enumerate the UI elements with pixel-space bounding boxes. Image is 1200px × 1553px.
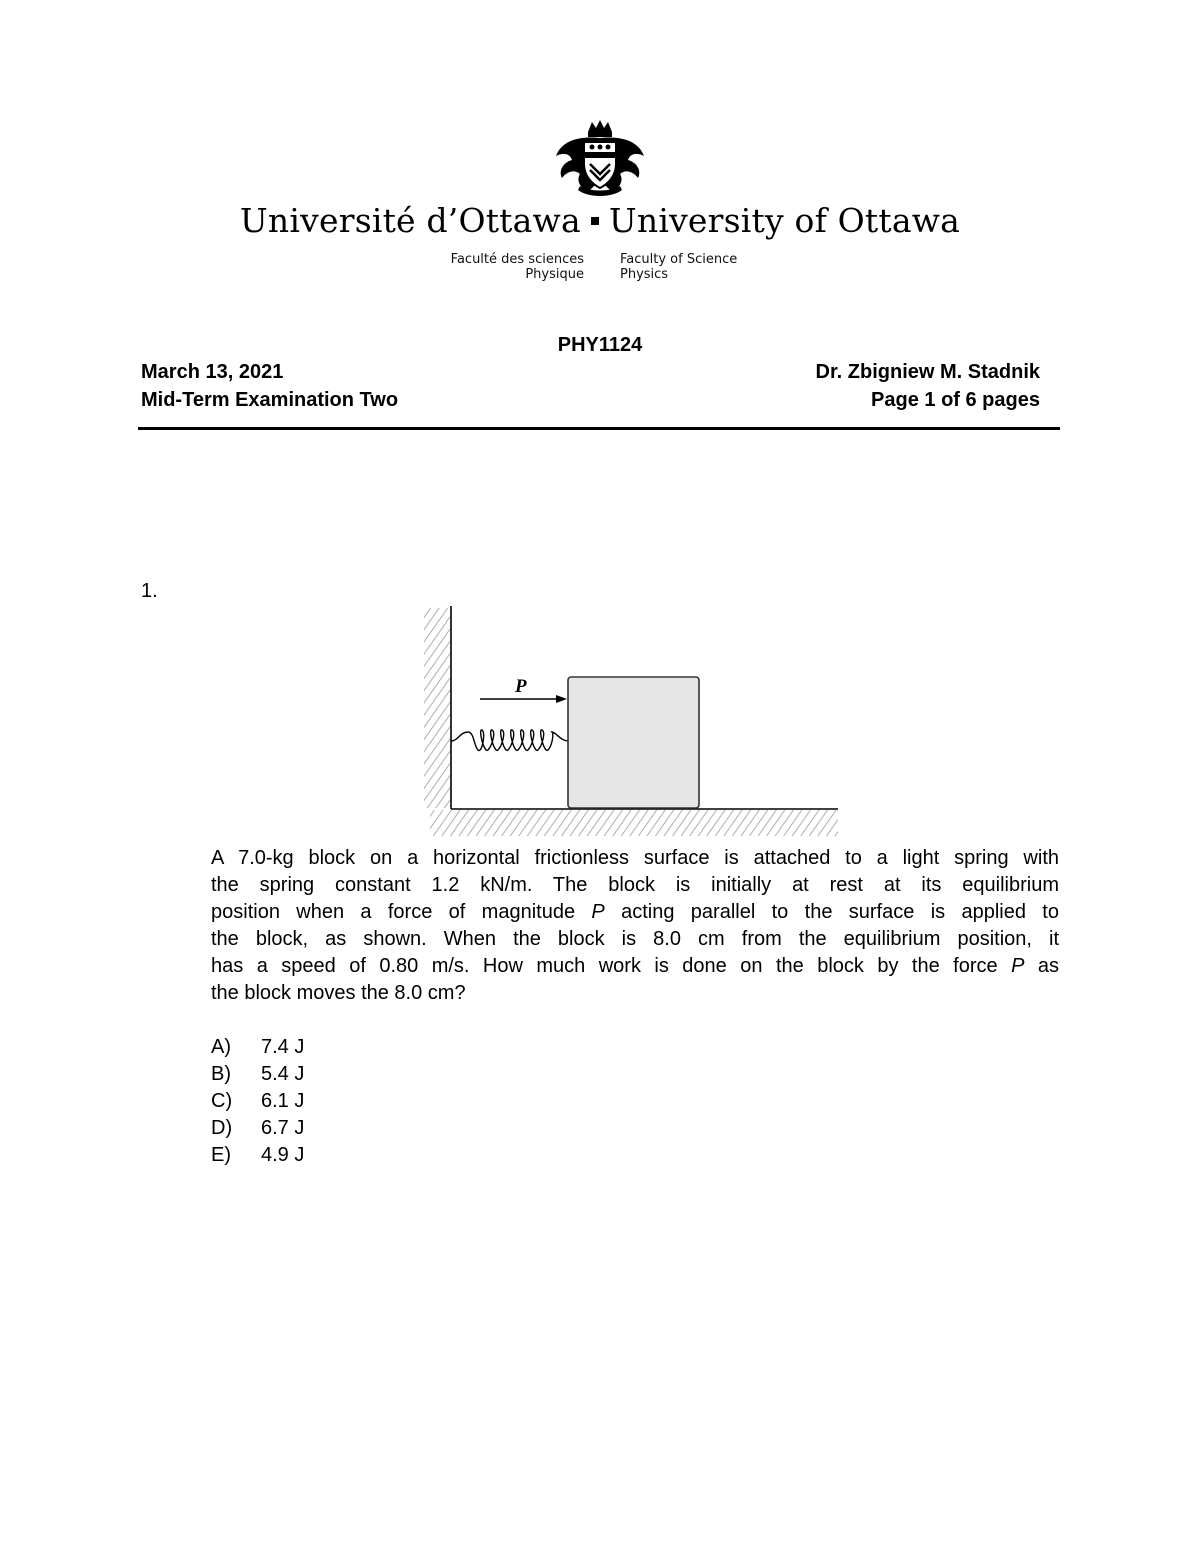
faculty-fr: Faculté des sciences [450,252,584,267]
question-line-6: the block moves the 8.0 cm? [211,982,466,1004]
choice-d: D) 6.7 J [211,1117,305,1139]
university-name [0,196,1200,246]
university-name-fr: Université d’Ottawa [239,201,581,240]
variable-p: P [1011,955,1025,977]
department-en: Physics [620,267,669,282]
question-number: 1. [141,580,158,602]
question-line-5: has a speed of 0.80 m/s. How much work is done on the block by the force P as [211,955,1059,977]
page-info: Page 1 of 6 pages [871,389,1040,411]
floor-hatching [430,810,838,836]
question-line-1: A 7.0-kg block on a horizontal frictionless surface is attached to a light spring with [211,847,1059,869]
wall-hatching [424,608,450,808]
faculty-en: Faculty of Science [620,252,738,267]
university-crest-icon [550,118,650,200]
force-label: P [515,676,527,697]
exam-date: March 13, 2021 [141,361,284,383]
force-arrowhead [556,695,567,703]
department-fr: Physique [525,267,584,282]
question-line-2: the spring constant 1.2 kN/m. The block is initially at rest at its equilibrium [211,874,1059,896]
name-separator [591,217,599,225]
answer-choices [211,1034,304,1169]
course-code: PHY1124 [557,334,643,356]
choice-b: B) 5.4 J [211,1063,305,1085]
header-divider [138,427,1060,430]
choice-c: C) 6.1 J [211,1090,305,1112]
spring [451,730,569,751]
block [568,677,699,808]
spring-block-diagram [420,598,845,843]
instructor-name: Dr. Zbigniew M. Stadnik [815,361,1040,383]
question-text [211,845,1059,1007]
choice-e: E) 4.9 J [211,1144,305,1166]
question-line-4: the block, as shown. When the block is 8.0 cm from the equilibrium position, it [211,928,1059,950]
faculty-fr-block [451,252,584,282]
exam-title: Mid-Term Examination Two [141,389,399,411]
choice-a: A) 7.4 J [211,1036,305,1058]
variable-p: P [591,901,605,923]
university-name-en: University of Ottawa [608,201,961,240]
question-line-3: position when a force of magnitude P acting parallel to the surface is applied to [211,901,1059,923]
faculty-en-block [620,252,737,282]
